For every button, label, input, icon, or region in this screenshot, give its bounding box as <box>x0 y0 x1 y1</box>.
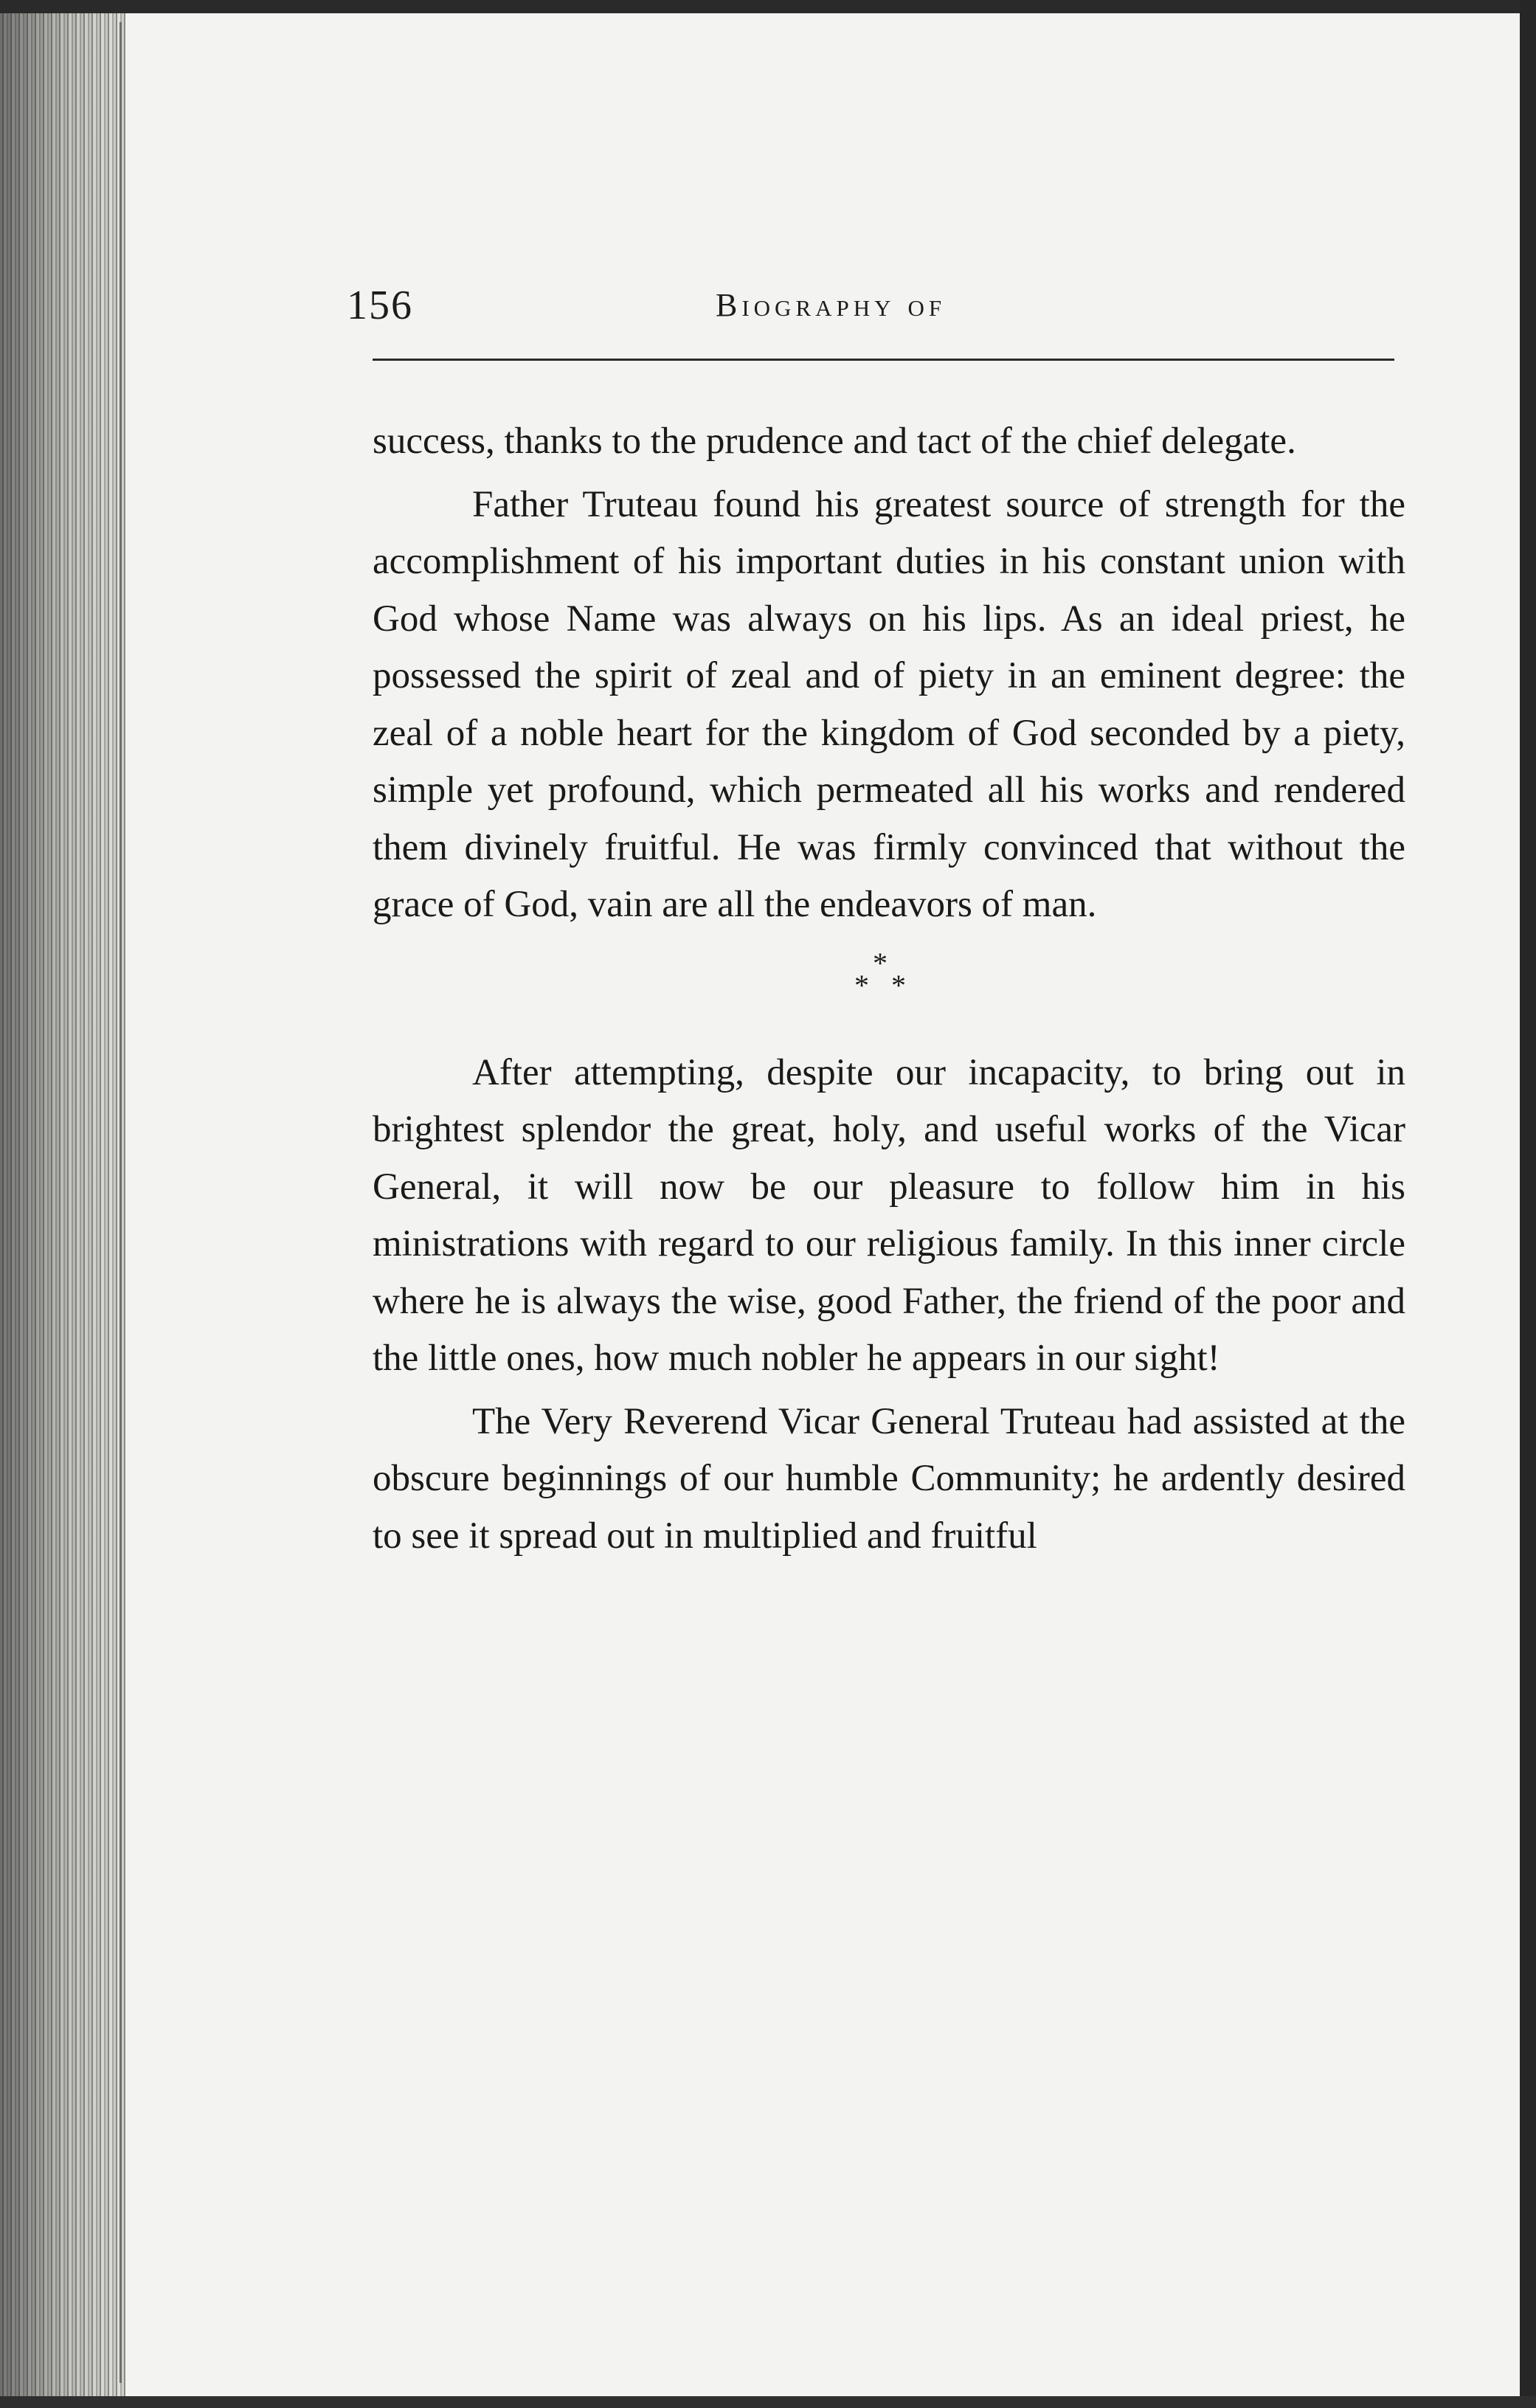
asterism-star-right: * <box>891 968 906 1002</box>
paragraph-1: success, thanks to the prudence and tact of the chief delegate. <box>373 421 1296 462</box>
spine-shadow <box>0 0 125 2408</box>
asterism-star-left: * <box>854 968 869 1002</box>
scan-bottom-border <box>0 2396 1536 2408</box>
gutter-line <box>120 22 122 2383</box>
asterism-divider <box>373 934 1405 1045</box>
scan-right-border <box>1520 0 1536 2408</box>
page-number: 156 <box>347 283 413 328</box>
paragraph-3: After attempting, despite our incapacity, to bring out in brightest splendor the great, holy, and useful works of the Vicar General, it will now be our pleasure to follow him in his ministrations with regard to our religious family. In this inner circle where he is always the wise, good Father, the friend of the poor and the little ones, how much nobler he appears in our sight! <box>373 1051 1405 1379</box>
running-title: Biography of <box>716 287 947 323</box>
header-rule <box>373 359 1394 361</box>
paragraph-2: Father Truteau found his greatest source of strength for the accomplishment of his important duties in his constant union with God whose Name was always on his lips. As an ideal priest, he possessed the spirit of zeal and of piety in an eminent degree: the zeal of a noble heart for the kingdom of God seconded by a piety, simple yet profound, which permeated all his works and rendered them divinely fruitful. He was firmly convinced that without the grace of God, vain are all the endeavors of man. <box>373 483 1405 925</box>
scan-top-border <box>0 0 1536 13</box>
paragraph-4: The Very Reverend Vicar General Truteau had assisted at the obscure beginnings of our humble Community; he ardently desired to see it spread out in multiplied and fruitful <box>373 1400 1405 1557</box>
body-text <box>373 413 1405 1565</box>
asterism-star-top: * <box>873 946 888 980</box>
